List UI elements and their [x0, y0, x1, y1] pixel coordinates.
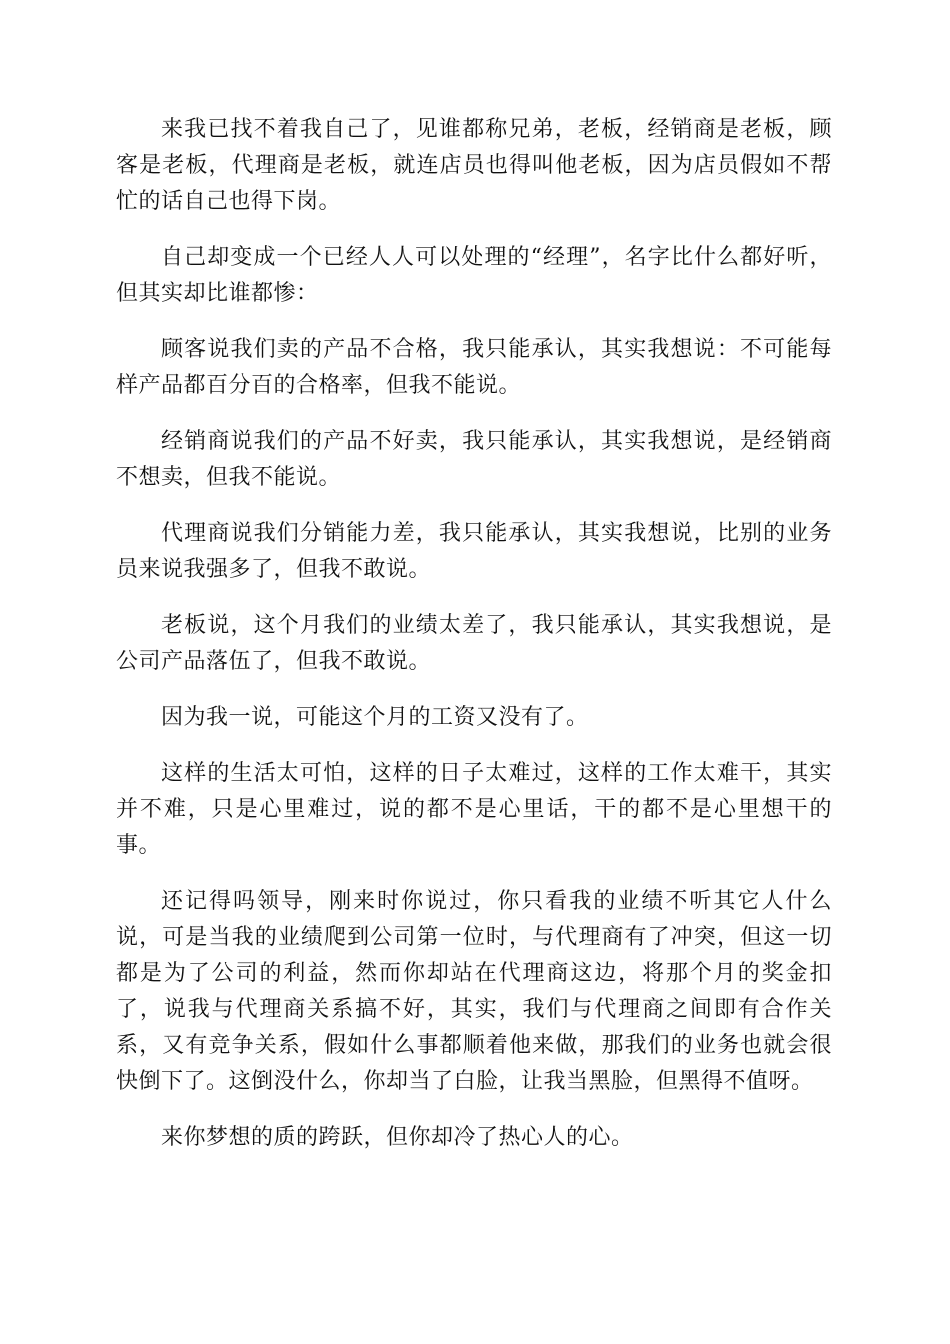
paragraph-5: 代理商说我们分销能力差，我只能承认，其实我想说，比别的业务员来说我强多了，但我不敢说。 [116, 521, 832, 582]
paragraph-2: 自己却变成一个已经人人可以处理的“经理”，名字比什么都好听，但其实却比谁都惨： [116, 245, 832, 306]
document-body [116, 112, 832, 1176]
paragraph-9: 还记得吗领导，刚来时你说过，你只看我的业绩不听其它人什么说，可是当我的业绩爬到公司第一位时，与代理商有了冲突，但这一切都是为了公司的利益，然而你却站在代理商这边，将那个月的奖金扣了，说我与代理商关系搞不好，其实，我们与代理商之间即有合作关系，又有竞争关系，假如什么事都顺着他来做，那我们的业务也就会很快倒下了。这倒没什么，你却当了白脸，让我当黑脸，但黑得不值呀。 [116, 889, 832, 1094]
paragraph-6: 老板说，这个月我们的业绩太差了，我只能承认，其实我想说，是公司产品落伍了，但我不敢说。 [116, 613, 832, 674]
paragraph-1: 来我已找不着我自己了，见谁都称兄弟，老板，经销商是老板，顾客是老板，代理商是老板，就连店员也得叫他老板，因为店员假如不帮忙的话自己也得下岗。 [116, 117, 832, 214]
paragraph-8: 这样的生活太可怕，这样的日子太难过，这样的工作太难干，其实并不难，只是心里难过，说的都不是心里话，干的都不是心里想干的事。 [116, 761, 832, 858]
paragraph-3: 顾客说我们卖的产品不合格，我只能承认，其实我想说：不可能每样产品都百分百的合格率，但我不能说。 [116, 337, 832, 398]
paragraph-4: 经销商说我们的产品不好卖，我只能承认，其实我想说，是经销商不想卖，但我不能说。 [116, 429, 832, 490]
paragraph-7: 因为我一说，可能这个月的工资又没有了。 [161, 705, 589, 730]
paragraph-10: 来你梦想的质的跨跃，但你却冷了热心人的心。 [161, 1125, 634, 1150]
